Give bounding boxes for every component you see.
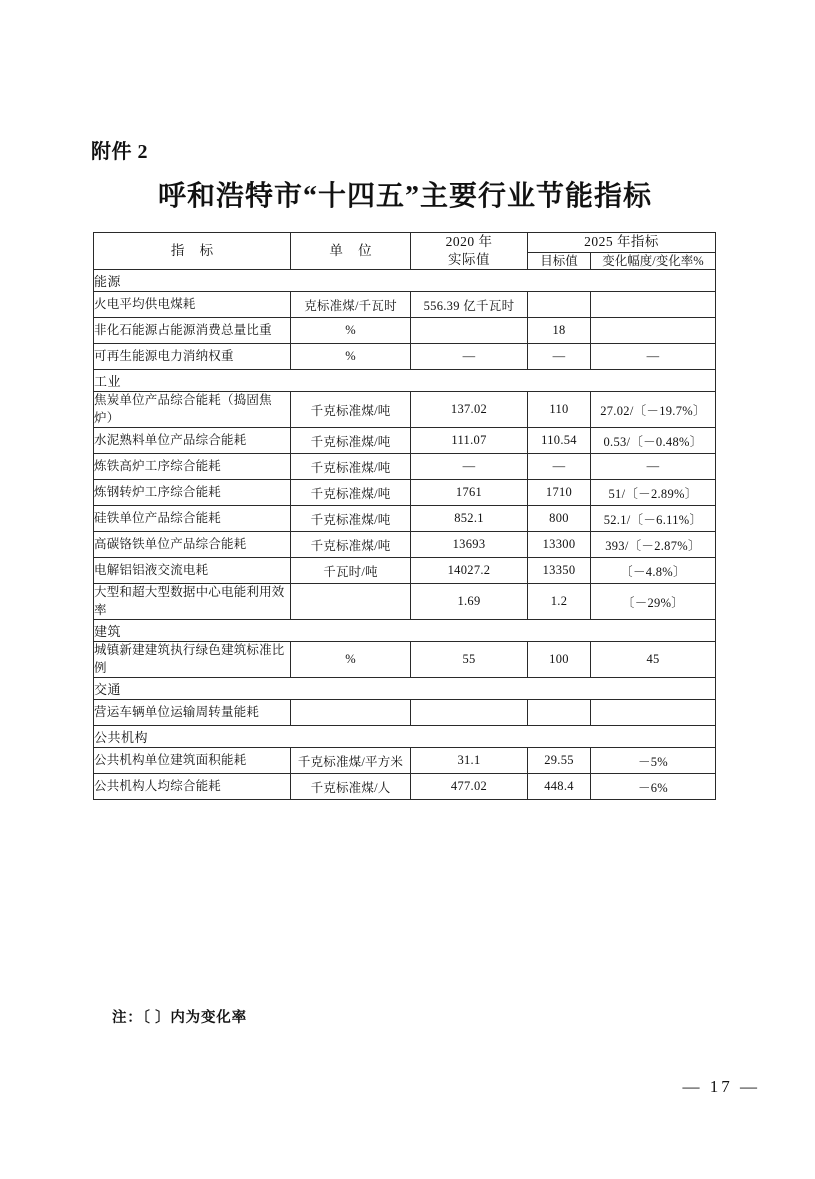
section-label: 交通 <box>94 678 716 700</box>
table-row <box>94 532 716 558</box>
section-label: 工业 <box>94 370 716 392</box>
cell-indicator: 炼钢转炉工序综合能耗 <box>94 480 291 506</box>
cell-actual-2020: 477.02 <box>411 774 528 800</box>
cell-target-value: — <box>528 344 591 370</box>
section-label: 能源 <box>94 270 716 292</box>
cell-unit: % <box>291 344 411 370</box>
cell-actual-2020: 1.69 <box>411 584 528 620</box>
table-row <box>94 506 716 532</box>
cell-actual-2020: 852.1 <box>411 506 528 532</box>
cell-change-rate <box>591 292 716 318</box>
cell-target-value: 18 <box>528 318 591 344</box>
table-note: 注：〔 〕内为变化率 <box>112 1010 247 1026</box>
energy-indicators-table <box>93 232 716 800</box>
cell-indicator: 火电平均供电煤耗 <box>94 292 291 318</box>
cell-change-rate: －5% <box>591 748 716 774</box>
cell-unit: 千克标准煤/吨 <box>291 532 411 558</box>
cell-indicator: 城镇新建建筑执行绿色建筑标准比例 <box>94 642 291 678</box>
table-row <box>94 558 716 584</box>
column-header-actual-2020-line1: 2020 年 <box>445 234 493 249</box>
table-header <box>94 233 716 270</box>
cell-indicator: 高碳铬铁单位产品综合能耗 <box>94 532 291 558</box>
table-section-row <box>94 620 716 642</box>
table-row <box>94 392 716 428</box>
cell-unit: 千克标准煤/吨 <box>291 480 411 506</box>
cell-unit: 克标准煤/千瓦时 <box>291 292 411 318</box>
column-header-actual-2020-line2: 实际值 <box>448 252 490 268</box>
cell-indicator: 电解铝铝液交流电耗 <box>94 558 291 584</box>
cell-indicator: 公共机构单位建筑面积能耗 <box>94 748 291 774</box>
table-row <box>94 700 716 726</box>
cell-unit <box>291 700 411 726</box>
column-header-unit: 单 位 <box>291 233 411 270</box>
cell-change-rate: 〔－29%〕 <box>591 584 716 620</box>
section-label: 公共机构 <box>94 726 716 748</box>
table-section-row <box>94 370 716 392</box>
page-title: 呼和浩特市“十四五”主要行业节能指标 <box>157 181 652 212</box>
cell-actual-2020: 556.39 亿千瓦时 <box>411 292 528 318</box>
cell-unit: 千克标准煤/吨 <box>291 506 411 532</box>
cell-change-rate: 45 <box>591 642 716 678</box>
cell-target-value <box>528 292 591 318</box>
column-header-target-group-2025: 2025 年指标 <box>528 233 716 253</box>
table-section-row <box>94 726 716 748</box>
cell-indicator: 硅铁单位产品综合能耗 <box>94 506 291 532</box>
cell-change-rate: －6% <box>591 774 716 800</box>
cell-actual-2020 <box>411 700 528 726</box>
cell-actual-2020: — <box>411 454 528 480</box>
table-row <box>94 318 716 344</box>
table-row <box>94 292 716 318</box>
table-header-row-1 <box>94 233 716 253</box>
cell-target-value: 1.2 <box>528 584 591 620</box>
cell-target-value: 100 <box>528 642 591 678</box>
table-section-row <box>94 270 716 292</box>
cell-actual-2020: 13693 <box>411 532 528 558</box>
cell-change-rate: 51/〔－2.89%〕 <box>591 480 716 506</box>
cell-target-value <box>528 700 591 726</box>
cell-actual-2020: 111.07 <box>411 428 528 454</box>
cell-actual-2020: 1761 <box>411 480 528 506</box>
table-row <box>94 480 716 506</box>
cell-actual-2020: 55 <box>411 642 528 678</box>
cell-change-rate: 〔－4.8%〕 <box>591 558 716 584</box>
attachment-label: 附件 2 <box>91 141 148 163</box>
table-row <box>94 748 716 774</box>
table-body <box>94 270 716 800</box>
cell-target-value: 110.54 <box>528 428 591 454</box>
cell-indicator: 公共机构人均综合能耗 <box>94 774 291 800</box>
cell-change-rate: — <box>591 454 716 480</box>
column-header-indicator: 指 标 <box>94 233 291 270</box>
cell-actual-2020: 137.02 <box>411 392 528 428</box>
cell-target-value: 13300 <box>528 532 591 558</box>
table-row <box>94 454 716 480</box>
column-header-actual-2020 <box>411 233 528 270</box>
column-header-change-rate: 变化幅度/变化率% <box>591 252 716 270</box>
cell-indicator: 水泥熟料单位产品综合能耗 <box>94 428 291 454</box>
table-row <box>94 344 716 370</box>
cell-change-rate: 0.53/〔－0.48%〕 <box>591 428 716 454</box>
section-label: 建筑 <box>94 620 716 642</box>
indicators-table-container <box>93 232 715 800</box>
cell-change-rate <box>591 700 716 726</box>
cell-indicator: 大型和超大型数据中心电能利用效率 <box>94 584 291 620</box>
cell-target-value: 29.55 <box>528 748 591 774</box>
cell-target-value: 448.4 <box>528 774 591 800</box>
cell-indicator: 非化石能源占能源消费总量比重 <box>94 318 291 344</box>
cell-unit: % <box>291 318 411 344</box>
cell-unit <box>291 584 411 620</box>
cell-actual-2020: — <box>411 344 528 370</box>
cell-target-value: 1710 <box>528 480 591 506</box>
cell-indicator: 焦炭单位产品综合能耗（捣固焦炉） <box>94 392 291 428</box>
cell-unit: 千瓦时/吨 <box>291 558 411 584</box>
page-number: — 17 — <box>682 1077 760 1096</box>
cell-indicator: 炼铁高炉工序综合能耗 <box>94 454 291 480</box>
table-section-row <box>94 678 716 700</box>
cell-change-rate: 27.02/〔－19.7%〕 <box>591 392 716 428</box>
cell-target-value: 800 <box>528 506 591 532</box>
cell-indicator: 营运车辆单位运输周转量能耗 <box>94 700 291 726</box>
cell-target-value: — <box>528 454 591 480</box>
cell-actual-2020: 14027.2 <box>411 558 528 584</box>
cell-target-value: 110 <box>528 392 591 428</box>
cell-unit: 千克标准煤/吨 <box>291 454 411 480</box>
cell-change-rate: — <box>591 344 716 370</box>
cell-change-rate: 393/〔－2.87%〕 <box>591 532 716 558</box>
cell-unit: 千克标准煤/平方米 <box>291 748 411 774</box>
table-row <box>94 642 716 678</box>
cell-actual-2020 <box>411 318 528 344</box>
table-row <box>94 584 716 620</box>
cell-actual-2020: 31.1 <box>411 748 528 774</box>
cell-unit: 千克标准煤/人 <box>291 774 411 800</box>
column-header-target-value: 目标值 <box>528 252 591 270</box>
cell-unit: 千克标准煤/吨 <box>291 428 411 454</box>
cell-unit: 千克标准煤/吨 <box>291 392 411 428</box>
cell-target-value: 13350 <box>528 558 591 584</box>
table-row <box>94 774 716 800</box>
cell-unit: % <box>291 642 411 678</box>
cell-change-rate <box>591 318 716 344</box>
cell-change-rate: 52.1/〔－6.11%〕 <box>591 506 716 532</box>
cell-indicator: 可再生能源电力消纳权重 <box>94 344 291 370</box>
table-row <box>94 428 716 454</box>
